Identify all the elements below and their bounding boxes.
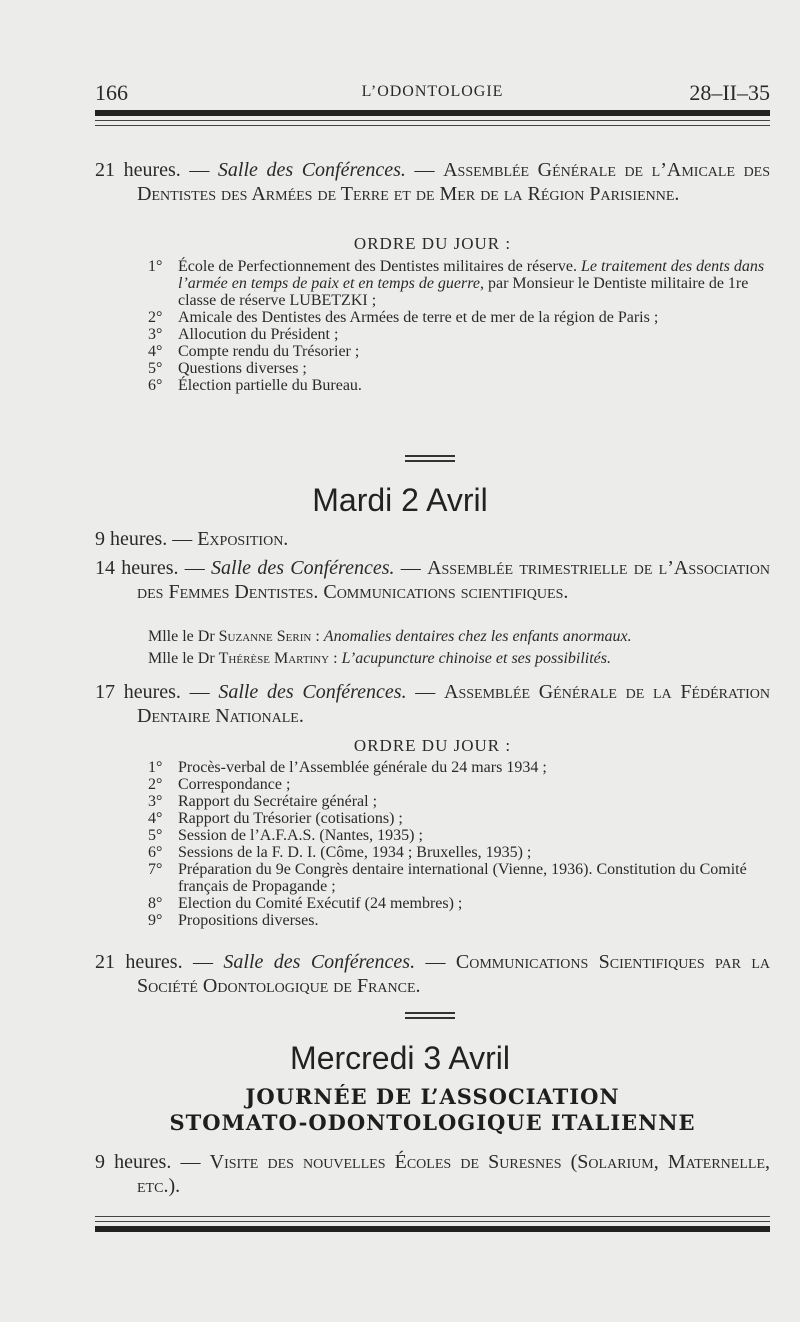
speaker-title: Mlle le Dr bbox=[148, 628, 215, 645]
entry-time: 9 heures. bbox=[95, 1151, 172, 1173]
item-number: 1° bbox=[148, 759, 163, 776]
item-number: 5° bbox=[148, 827, 163, 844]
item-number: 8° bbox=[148, 895, 163, 912]
evening-agenda-list bbox=[148, 258, 778, 394]
dash: — bbox=[400, 557, 421, 579]
list-item bbox=[148, 776, 778, 793]
talk-serin: Mlle le Dr Suzanne Serin : Anomalies dentaires chez les enfants anormaux. bbox=[148, 628, 632, 645]
item-text: Rapport du Secrétaire général ; bbox=[178, 793, 378, 810]
entry-time: 21 heures. bbox=[95, 159, 181, 181]
item-number: 1° bbox=[148, 258, 163, 275]
item-text: Correspondance ; bbox=[178, 776, 291, 793]
journal-title: L’ODONTOLOGIE bbox=[361, 83, 504, 100]
tuesday-entry-9h bbox=[95, 527, 770, 551]
entry-venue: Salle des Conférences. bbox=[217, 159, 406, 181]
entry-event: Assemblée trimestrielle de l’Association des Femmes Dentistes. Communications scientifiques. bbox=[137, 557, 771, 603]
dash: — bbox=[193, 951, 213, 973]
association-banner bbox=[95, 1084, 770, 1136]
item-text: Préparation du 9e Congrès dentaire international (Vienne, 1936). Constitution du Comité français de Propagande ; bbox=[178, 861, 747, 895]
list-item bbox=[148, 309, 778, 326]
list-item bbox=[148, 759, 778, 776]
list-item bbox=[148, 827, 778, 844]
dash: — bbox=[414, 159, 435, 181]
item-text: Election du Comité Exécutif (24 membres) ; bbox=[178, 895, 463, 912]
section-divider bbox=[405, 1012, 455, 1022]
item-number: 4° bbox=[148, 810, 163, 827]
entry-time: 17 heures. bbox=[95, 681, 181, 703]
dash: — bbox=[189, 681, 210, 703]
dash: — bbox=[415, 681, 436, 703]
running-head bbox=[95, 80, 770, 108]
list-item bbox=[148, 258, 778, 309]
entry-event: Assemblée Générale de la Fédération Dentaire Nationale. bbox=[137, 681, 771, 727]
tuesday-entry-17h bbox=[95, 680, 770, 728]
item-number: 6° bbox=[148, 844, 163, 861]
item-number: 2° bbox=[148, 776, 163, 793]
list-item bbox=[148, 377, 778, 394]
list-item bbox=[148, 793, 778, 810]
item-text: Sessions de la F. D. I. (Côme, 1934 ; Bruxelles, 1935) ; bbox=[178, 844, 532, 861]
header-rule bbox=[95, 110, 770, 126]
item-text: Allocution du Président ; bbox=[178, 326, 339, 343]
item-text: École de Perfectionnement des Dentistes militaires de réserve. bbox=[178, 258, 577, 275]
list-item bbox=[148, 360, 778, 377]
entry-venue: Salle des Conférences. bbox=[223, 951, 416, 973]
agenda-title: ORDRE DU JOUR : bbox=[353, 736, 512, 755]
evening-session-entry bbox=[95, 158, 770, 206]
item-text: Questions diverses ; bbox=[178, 360, 307, 377]
entry-venue: Salle des Conférences. bbox=[218, 681, 407, 703]
item-text-after: , par Monsieur le Dentiste militaire de 1re classe de réserve LUBETZKI ; bbox=[178, 275, 749, 309]
talk-martiny: Mlle le Dr Thérèse Martiny : L’acupuncture chinoise et ses possibilités. bbox=[148, 650, 612, 667]
entry-event: Exposition. bbox=[197, 528, 289, 550]
dash: — bbox=[189, 159, 210, 181]
entry-event: Communications Scientifiques par la Société Odontologique de France. bbox=[137, 951, 771, 997]
item-text: Procès-verbal de l’Assemblée générale du 24 mars 1934 ; bbox=[178, 759, 547, 776]
item-number: 3° bbox=[148, 326, 163, 343]
list-item bbox=[148, 912, 778, 929]
entry-event: Visite des nouvelles Écoles de Suresnes (Solarium, Maternelle, etc.). bbox=[137, 1151, 771, 1197]
item-number: 7° bbox=[148, 861, 163, 878]
entry-venue: Salle des Conférences. bbox=[211, 557, 395, 579]
list-item bbox=[148, 844, 778, 861]
section-divider bbox=[405, 455, 455, 465]
item-text: Session de l’A.F.A.S. (Nantes, 1935) ; bbox=[178, 827, 423, 844]
tuesday-entry-21h bbox=[95, 950, 770, 998]
speaker-name: Thérèse Martiny bbox=[218, 650, 330, 667]
list-item bbox=[148, 895, 778, 912]
talk-title: L’acupuncture chinoise et ses possibilités. bbox=[341, 650, 612, 667]
wednesday-entry-9h bbox=[95, 1150, 770, 1198]
item-number: 5° bbox=[148, 360, 163, 377]
item-text: Compte rendu du Trésorier ; bbox=[178, 343, 360, 360]
day-heading-wednesday: Mercredi 3 Avril bbox=[290, 1040, 510, 1076]
issue-date: 28–II–35 bbox=[689, 80, 770, 105]
footer-rule bbox=[95, 1212, 770, 1232]
item-italic-title: Le traitement des dents dans l’armée en temps de paix et en temps de guerre bbox=[178, 258, 765, 292]
talk-title: Anomalies dentaires chez les enfants anormaux. bbox=[323, 628, 632, 645]
item-text: Rapport du Trésorier (cotisations) ; bbox=[178, 810, 403, 827]
list-item bbox=[148, 343, 778, 360]
entry-time: 14 heures. bbox=[95, 557, 179, 579]
item-number: 6° bbox=[148, 377, 163, 394]
tuesday-entry-14h bbox=[95, 556, 770, 604]
dash: — bbox=[184, 557, 205, 579]
item-number: 2° bbox=[148, 309, 163, 326]
entry-time: 21 heures. bbox=[95, 951, 183, 973]
item-text: Élection partielle du Bureau. bbox=[178, 377, 362, 394]
fdn-agenda-list bbox=[148, 759, 778, 929]
entry-event: Assemblée Générale de l’Amicale des Dentistes des Armées de Terre et de Mer de la Région Parisienne. bbox=[137, 159, 771, 205]
speaker-name: Suzanne Serin bbox=[218, 628, 312, 645]
agenda-title: ORDRE DU JOUR : bbox=[353, 234, 512, 253]
day-heading-tuesday: Mardi 2 Avril bbox=[312, 482, 488, 518]
entry-time: 9 heures. bbox=[95, 528, 168, 550]
list-item bbox=[148, 810, 778, 827]
item-number: 9° bbox=[148, 912, 163, 929]
item-number: 3° bbox=[148, 793, 163, 810]
item-text: Amicale des Dentistes des Armées de terre et de mer de la région de Paris ; bbox=[178, 309, 659, 326]
item-text: Propositions diverses. bbox=[178, 912, 319, 929]
dash: — bbox=[180, 1151, 201, 1173]
list-item bbox=[148, 326, 778, 343]
dash: — bbox=[172, 528, 193, 550]
list-item bbox=[148, 861, 778, 895]
banner-line-1: JOURNÉE DE L’ASSOCIATION bbox=[245, 1084, 620, 1109]
page-number: 166 bbox=[95, 80, 128, 105]
speaker-title: Mlle le Dr bbox=[148, 650, 215, 667]
item-number: 4° bbox=[148, 343, 163, 360]
banner-line-2: STOMATO-ODONTOLOGIQUE ITALIENNE bbox=[169, 1110, 696, 1135]
dash: — bbox=[425, 951, 446, 973]
